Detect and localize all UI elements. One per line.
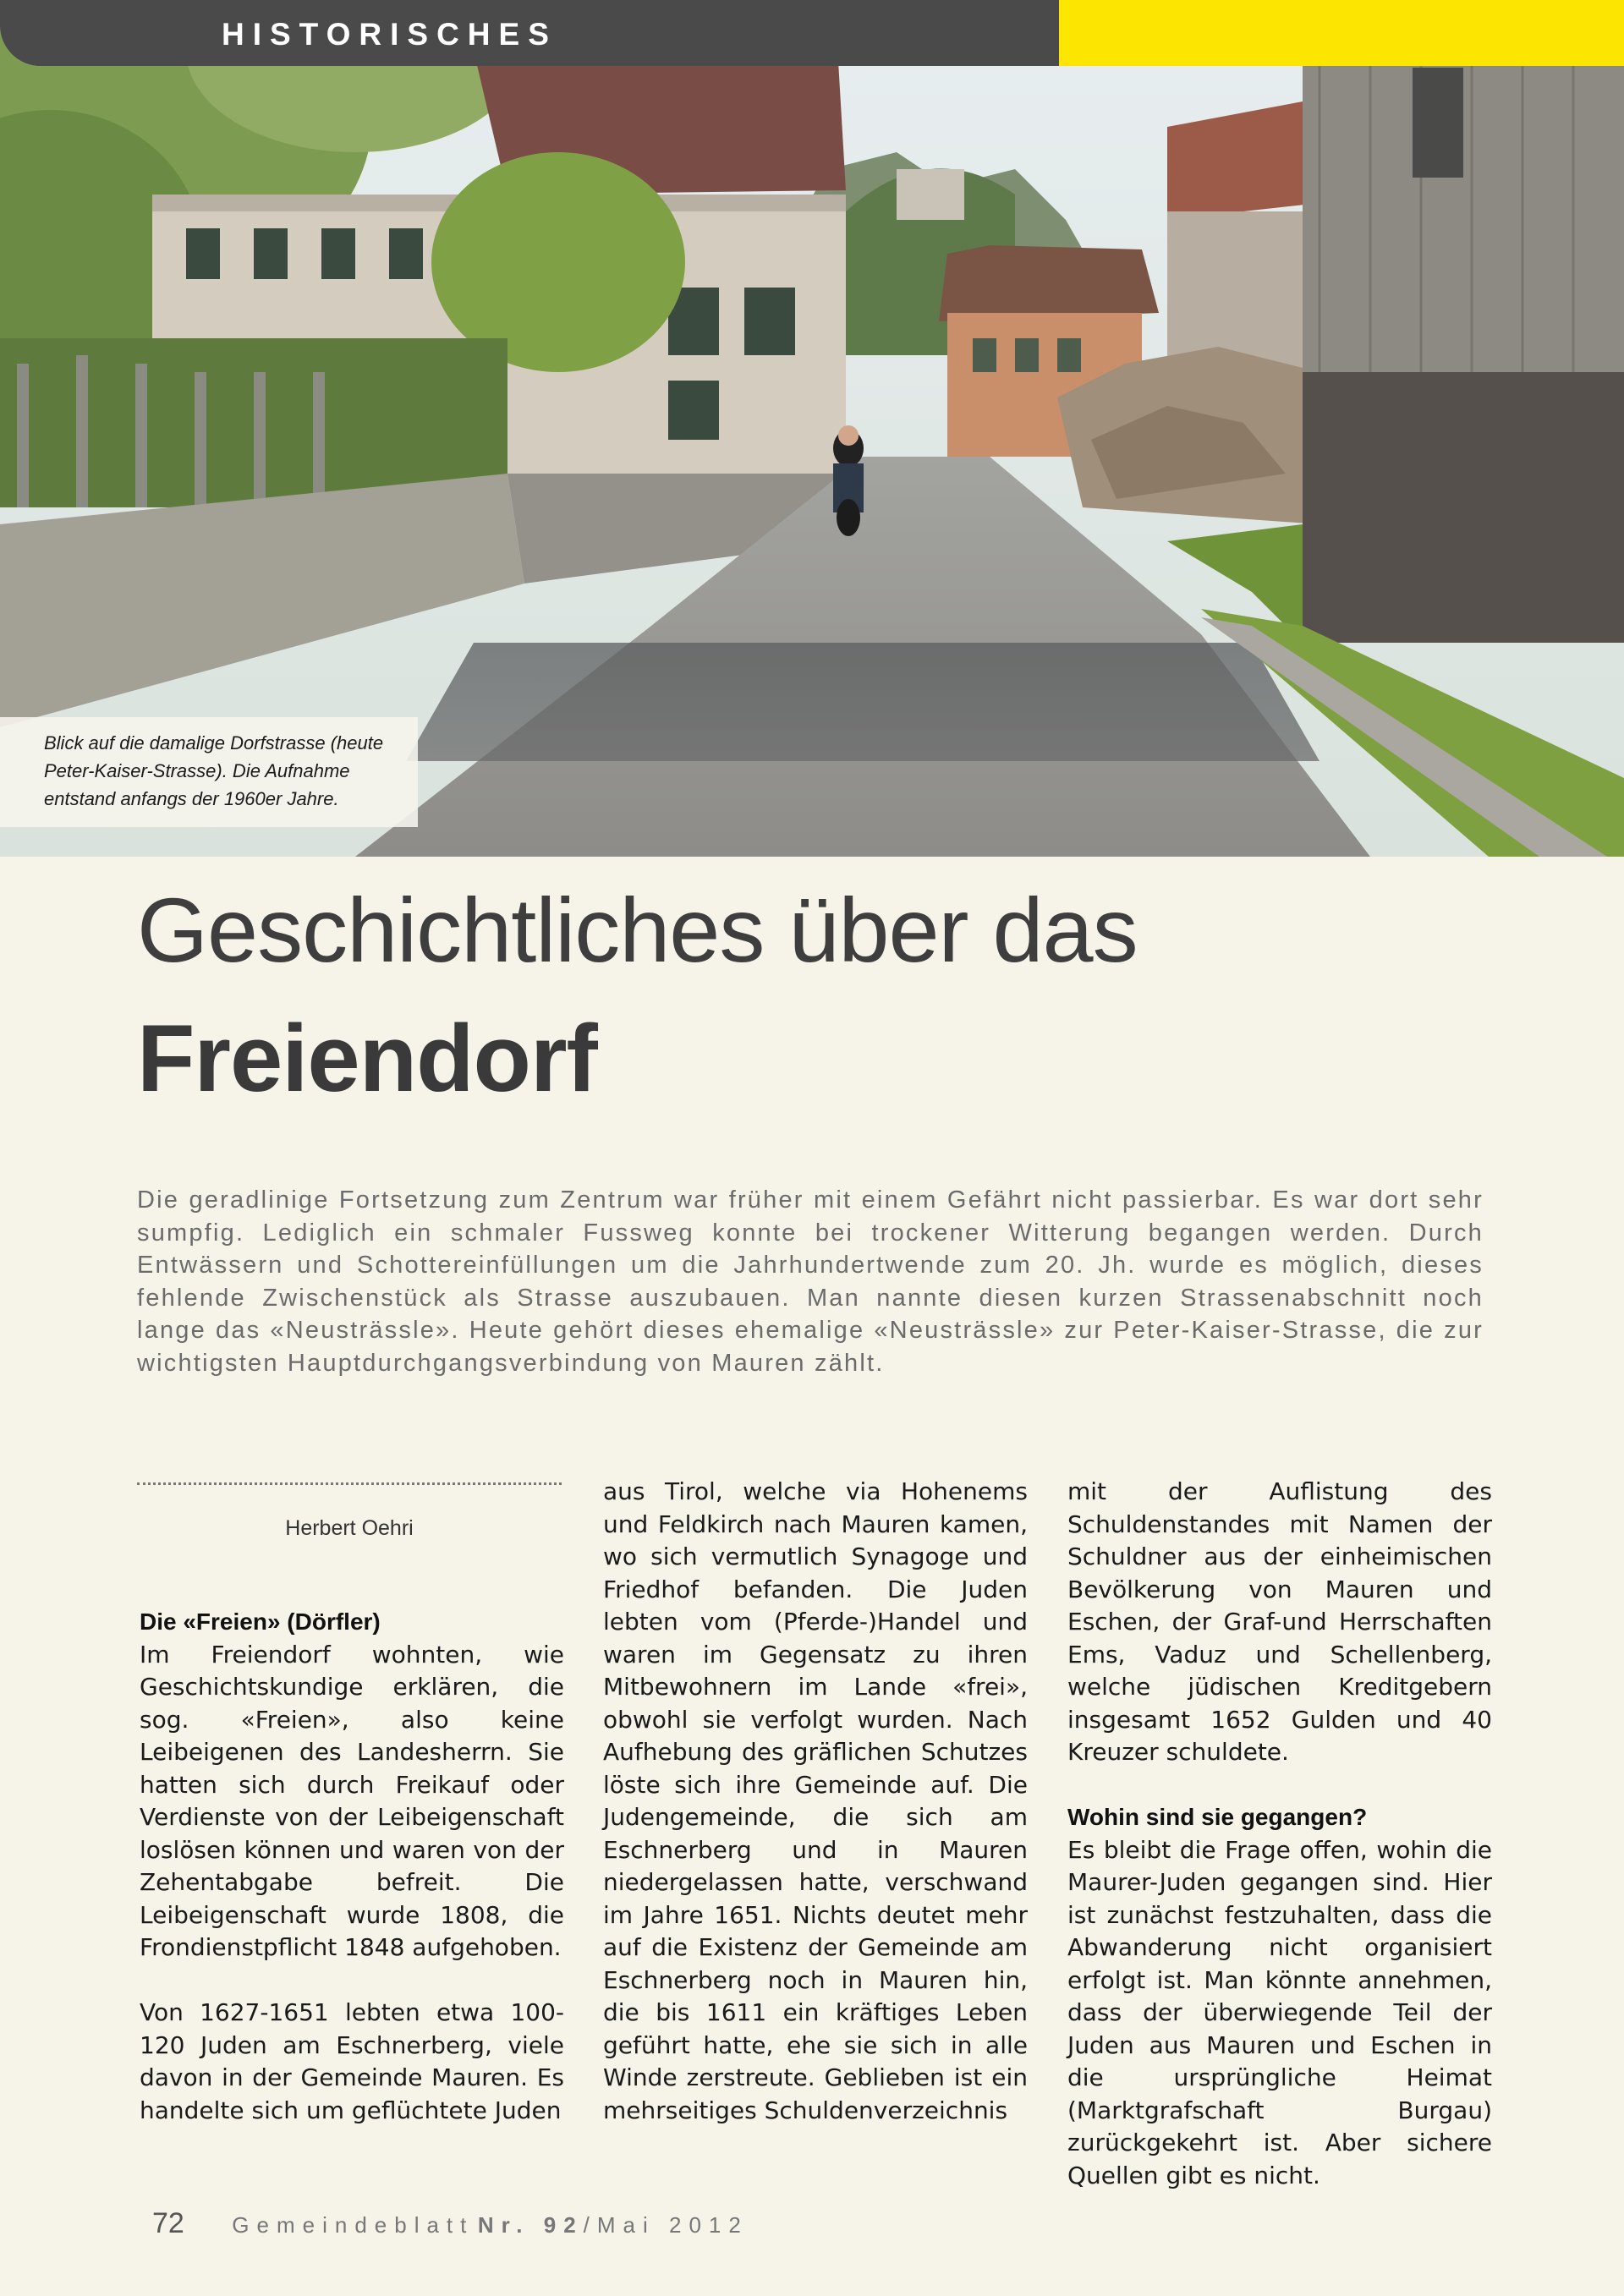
author-byline: Herbert Oehri [285, 1516, 414, 1540]
issue-date: /Mai 2012 [583, 2212, 749, 2238]
page-number: 72 [152, 2207, 184, 2239]
dotted-divider [137, 1482, 562, 1485]
lead-paragraph: Die geradlinige Fortsetzung zum Zentrum war früher mit einem Gefährt nicht passierbar. Es war dort sehr sumpfig. Lediglich ein schmaler Fussweg konnte bei trockener Witterung begangen werden. Durch Entwässern und Schottereinfüllungen um die Jahrhundertwende zum 20. Jh. wurde es möglich, dieses fehlende Zwischenstück als Strasse auszubauen. Man nannte diesen kurzen Strassenabschnitt noch lange das «Neusträssle». Heute gehört dieses ehemalige «Neusträssle» zur Peter-Kaiser-Strasse, die zur wichtigsten Hauptdurchgangsverbindung von Mauren zählt. [137, 1186, 1484, 1377]
paragraph-juden-end: mit der Auflistung des Schuldenstandes mit Namen der Schuldner aus der einheimischen Bevölkerung von Mauren und Eschen, der Graf-und Herrschaften Ems, Vaduz und Schellenberg, welche jüdischen Kreditgebern insgesamt 1652 Gulden und 40 Kreuzer schuldete. [1067, 1477, 1492, 1766]
publication-name: Gemeindeblatt [232, 2212, 475, 2238]
subheading-freien: Die «Freien» (Dörfler) [140, 1608, 381, 1635]
paragraph-gap [140, 1964, 564, 1997]
accent-bar [1059, 0, 1624, 66]
article-title-emphasis: Freiendorf [137, 1006, 597, 1111]
article-title: Geschichtliches über das [137, 879, 1138, 981]
section-label: HISTORISCHES [222, 17, 557, 52]
photo-caption-box [0, 717, 418, 827]
column-2 [603, 1476, 1028, 2127]
paragraph-wohin: Es bleibt die Frage offen, wohin die Maurer-Juden gegangen sind. Hier ist zunächst festzuhalten, dass die Abwanderung nicht organisiert erfolgt ist. Man könnte annehmen, dass der überwiegende Teil der Juden aus Mauren und Eschen in die ursprüngliche Heimat (Marktgrafschaft Burgau) zurückgekehrt ist. Aber sichere Quellen gibt es nicht. [1067, 1835, 1492, 2189]
paragraph-freien: Im Freiendorf wohnten, wie Geschichtskundige erklären, die sog. «Freien», also keine Leibeigenen des Landesherrn. Sie hatten sich durch Freikauf oder Verdienste von der Leibeigenschaft loslösen können und waren von der Zehentabgabe befreit. Die Leibeigenschaft wurde 1808, die Frondienstpflicht 1848 aufgehoben. [140, 1640, 564, 1961]
section-tab [0, 0, 1059, 66]
paragraph-gap [1067, 1769, 1492, 1802]
paragraph-juden: Von 1627-1651 lebten etwa 100-120 Juden am Eschnerberg, viele davon in der Gemeinde Mauren. Es handelte sich um geflüchtete Juden [140, 1998, 564, 2124]
column-3 [1067, 1476, 1492, 2192]
issue-number: Nr. 92 [477, 2212, 584, 2238]
page-footer [152, 2207, 749, 2240]
photo-caption: Blick auf die damalige Dorfstrasse (heute Peter-Kaiser-Strasse). Die Aufnahme entstand anfangs der 1960er Jahre. [44, 732, 384, 809]
subheading-wohin: Wohin sind sie gegangen? [1067, 1804, 1368, 1830]
paragraph-juden-cont: aus Tirol, welche via Hohenems und Feldkirch nach Mauren kamen, wo sich vermutlich Synagoge und Friedhof befanden. Die Juden lebten vom (Pferde-)Handel und waren im Gegensatz zu ihren Mitbewohnern im Lande «frei», obwohl sie verfolgt wurden. Nach Aufhebung des gräflichen Schutzes löste sich ihre Gemeinde auf. Die Judengemeinde, die sich am Eschnerberg und in Mauren niedergelassen hatte, verschwand im Jahre 1651. Nichts deutet mehr auf die Existenz der Gemeinde am Eschnerberg noch in Mauren hin, die bis 1611 ein kräftiges Leben geführt hatte, ehe sie sich in alle Winde zerstreute. Geblieben ist ein mehrseitiges Schuldenverzeichnis [603, 1477, 1028, 2124]
column-1 [140, 1606, 564, 2127]
